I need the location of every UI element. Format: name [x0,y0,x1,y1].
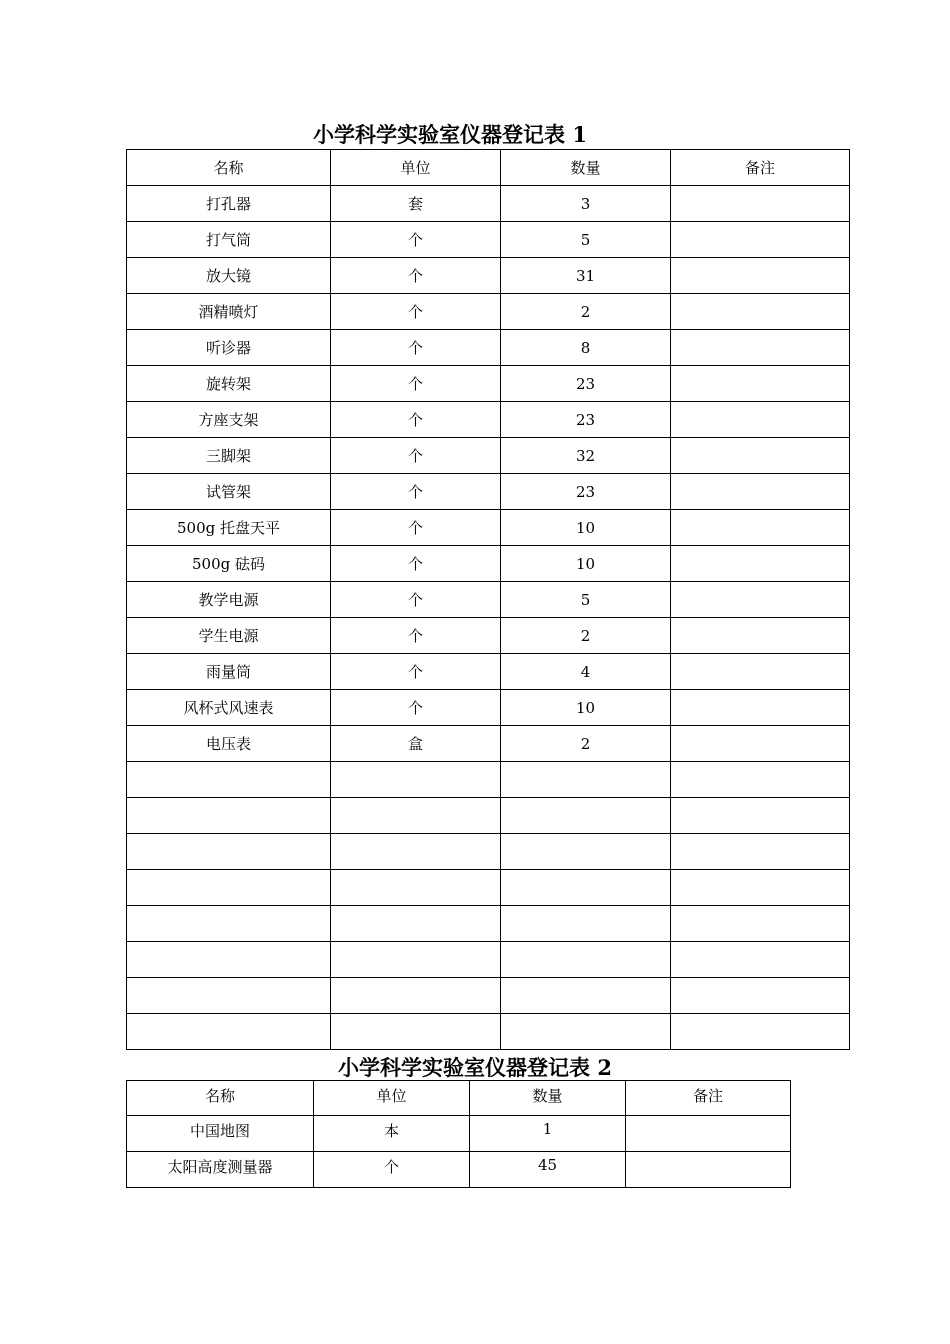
cell-quantity: 10 [501,546,671,582]
table-row [127,510,850,546]
cell-unit: 个 [331,474,501,510]
cell-name [127,870,331,906]
cell-remarks [671,726,850,762]
cell-unit [331,798,501,834]
cell-remarks [671,294,850,330]
cell-name [127,1014,331,1050]
cell-name: 雨量筒 [127,654,331,690]
cell-quantity: 32 [501,438,671,474]
table-row [127,798,850,834]
table-row [127,186,850,222]
table-row [127,906,850,942]
cell-unit: 个 [331,222,501,258]
table-row [127,690,850,726]
cell-remarks [671,366,850,402]
cell-unit [331,870,501,906]
table-row [127,474,850,510]
cell-name: 放大镜 [127,258,331,294]
cell-name: 风杯式风速表 [127,690,331,726]
cell-remarks [671,222,850,258]
cell-name: 学生电源 [127,618,331,654]
cell-unit [331,834,501,870]
cell-name [127,798,331,834]
table-row [127,618,850,654]
cell-quantity: 45 [470,1152,626,1188]
cell-unit [331,1014,501,1050]
cell-quantity [501,762,671,798]
cell-quantity: 3 [501,186,671,222]
cell-quantity [501,906,671,942]
cell-unit: 个 [314,1152,470,1188]
header-remarks: 备注 [671,150,850,186]
table-row [127,330,850,366]
cell-unit: 个 [331,510,501,546]
cell-quantity: 1 [470,1116,626,1152]
cell-remarks [626,1152,791,1188]
cell-name [127,834,331,870]
header-unit: 单位 [314,1081,470,1116]
cell-name: 500g 砝码 [127,546,331,582]
cell-name: 听诊器 [127,330,331,366]
cell-unit [331,978,501,1014]
cell-unit: 盒 [331,726,501,762]
cell-name [127,942,331,978]
cell-remarks [671,546,850,582]
cell-quantity: 10 [501,510,671,546]
cell-unit: 个 [331,438,501,474]
cell-remarks [671,1014,850,1050]
cell-quantity: 4 [501,654,671,690]
cell-unit: 个 [331,258,501,294]
cell-remarks [671,870,850,906]
cell-name: 三脚架 [127,438,331,474]
cell-name: 方座支架 [127,402,331,438]
cell-unit: 套 [331,186,501,222]
cell-quantity: 23 [501,402,671,438]
cell-unit: 个 [331,294,501,330]
cell-quantity: 23 [501,366,671,402]
instrument-table-1 [126,149,850,1050]
cell-name: 500g 托盘天平 [127,510,331,546]
cell-remarks [671,258,850,294]
table-row [127,762,850,798]
cell-quantity [501,834,671,870]
cell-quantity: 8 [501,330,671,366]
cell-quantity [501,1014,671,1050]
header-name: 名称 [127,150,331,186]
cell-remarks [671,690,850,726]
cell-unit: 个 [331,546,501,582]
instrument-table-2 [126,1080,791,1188]
table-header-row [127,1081,791,1116]
cell-remarks [671,762,850,798]
cell-unit: 本 [314,1116,470,1152]
cell-quantity [501,942,671,978]
cell-unit: 个 [331,366,501,402]
cell-name: 电压表 [127,726,331,762]
cell-name: 旋转架 [127,366,331,402]
cell-remarks [671,438,850,474]
cell-remarks [671,798,850,834]
cell-quantity [501,870,671,906]
cell-remarks [671,618,850,654]
cell-quantity [501,978,671,1014]
table-row [127,726,850,762]
header-unit: 单位 [331,150,501,186]
cell-remarks [671,402,850,438]
cell-quantity: 5 [501,582,671,618]
cell-quantity: 31 [501,258,671,294]
cell-remarks [671,942,850,978]
table-row [127,222,850,258]
header-quantity: 数量 [501,150,671,186]
cell-quantity: 2 [501,294,671,330]
cell-unit: 个 [331,690,501,726]
table-row [127,294,850,330]
cell-unit: 个 [331,582,501,618]
header-remarks: 备注 [626,1081,791,1116]
cell-quantity [501,798,671,834]
cell-name [127,906,331,942]
table-row [127,366,850,402]
cell-name: 打孔器 [127,186,331,222]
cell-remarks [671,654,850,690]
cell-remarks [671,978,850,1014]
cell-name: 中国地图 [127,1116,314,1152]
cell-quantity: 23 [501,474,671,510]
cell-unit [331,906,501,942]
table-row [127,438,850,474]
cell-remarks [671,906,850,942]
cell-name: 试管架 [127,474,331,510]
table-row [127,402,850,438]
table1-title: 小学科学实验室仪器登记表 1 [313,122,587,147]
cell-name [127,978,331,1014]
header-quantity: 数量 [470,1081,626,1116]
table-row [127,1116,791,1152]
table2-title: 小学科学实验室仪器登记表 2 [338,1055,612,1080]
cell-unit: 个 [331,654,501,690]
table-row [127,1014,850,1050]
cell-unit: 个 [331,330,501,366]
cell-remarks [626,1116,791,1152]
cell-remarks [671,834,850,870]
table-row [127,258,850,294]
cell-remarks [671,510,850,546]
cell-unit [331,762,501,798]
table-row [127,654,850,690]
cell-name: 打气筒 [127,222,331,258]
cell-remarks [671,474,850,510]
table-row [127,870,850,906]
cell-quantity: 10 [501,690,671,726]
table-row [127,582,850,618]
cell-name [127,762,331,798]
cell-quantity: 2 [501,726,671,762]
cell-remarks [671,582,850,618]
cell-remarks [671,186,850,222]
cell-quantity: 2 [501,618,671,654]
table-row [127,834,850,870]
table-header-row [127,150,850,186]
table-row [127,978,850,1014]
cell-quantity: 5 [501,222,671,258]
cell-name: 教学电源 [127,582,331,618]
cell-unit: 个 [331,618,501,654]
table-row [127,942,850,978]
table-row [127,546,850,582]
cell-unit: 个 [331,402,501,438]
cell-name: 太阳高度测量器 [127,1152,314,1188]
cell-remarks [671,330,850,366]
cell-unit [331,942,501,978]
table-row [127,1152,791,1188]
header-name: 名称 [127,1081,314,1116]
cell-name: 酒精喷灯 [127,294,331,330]
